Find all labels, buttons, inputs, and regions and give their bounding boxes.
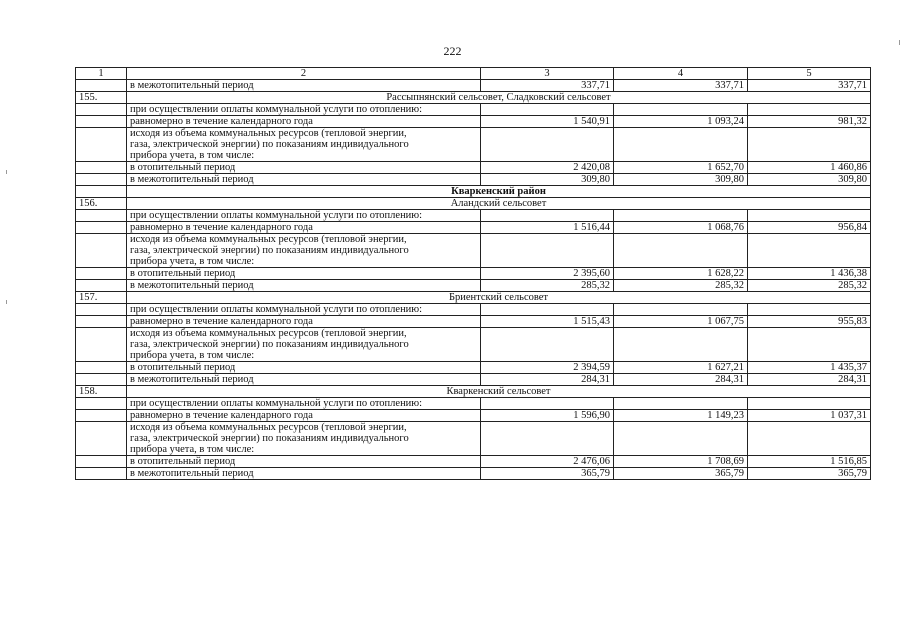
row-number-cell	[76, 222, 127, 234]
value-col-3	[481, 234, 614, 268]
section-number: 157.	[76, 292, 127, 304]
value-col-3: 365,79	[481, 468, 614, 480]
value-col-5	[748, 398, 871, 410]
row-label: равномерно в течение календарного года	[127, 222, 481, 234]
value-col-4	[614, 398, 748, 410]
table-row	[76, 304, 871, 316]
section-number: 156.	[76, 198, 127, 210]
value-col-5: 1 435,37	[748, 362, 871, 374]
value-col-4: 1 628,22	[614, 268, 748, 280]
row-label-multiline	[127, 328, 481, 362]
row-label-multiline	[127, 234, 481, 268]
section-title: Кваркенский сельсовет	[127, 386, 871, 398]
value-col-5: 1 037,31	[748, 410, 871, 422]
table-row	[76, 210, 871, 222]
right-margin-mark	[899, 40, 900, 45]
table-row	[76, 374, 871, 386]
row-label-line: прибора учета, в том числе:	[130, 150, 255, 161]
row-label-line: исходя из объема коммунальных ресурсов (тепловой энергии,	[130, 328, 407, 339]
row-label: в отопительный период	[127, 456, 481, 468]
row-label-line: исходя из объема коммунальных ресурсов (тепловой энергии,	[130, 422, 407, 433]
table-row	[76, 456, 871, 468]
table-row	[76, 328, 871, 362]
row-label-line: исходя из объема коммунальных ресурсов (тепловой энергии,	[130, 128, 407, 139]
value-col-4	[614, 422, 748, 456]
section-number: 158.	[76, 386, 127, 398]
section-number: 155.	[76, 92, 127, 104]
value-col-4: 284,31	[614, 374, 748, 386]
district-row	[76, 186, 871, 198]
row-label-line: газа, электрической энергии) по показаниям индивидуального	[130, 433, 409, 444]
row-number-cell	[76, 234, 127, 268]
row-label-multiline	[127, 422, 481, 456]
table-row	[76, 174, 871, 186]
table-row	[76, 410, 871, 422]
row-label: в межотопительный период	[127, 280, 481, 292]
row-label: при осуществлении оплаты коммунальной услуги по отоплению:	[127, 304, 481, 316]
value-col-5	[748, 304, 871, 316]
row-number-cell	[76, 80, 127, 92]
value-col-4: 365,79	[614, 468, 748, 480]
value-col-3: 1 516,44	[481, 222, 614, 234]
row-number-cell	[76, 422, 127, 456]
column-header-2: 2	[127, 68, 481, 80]
table-row	[76, 128, 871, 162]
tariff-table	[75, 67, 871, 480]
table-row	[76, 116, 871, 128]
value-col-4	[614, 104, 748, 116]
value-col-4: 1 627,21	[614, 362, 748, 374]
value-col-5: 1 516,85	[748, 456, 871, 468]
row-number-cell	[76, 456, 127, 468]
row-number-cell	[76, 362, 127, 374]
value-col-5: 956,84	[748, 222, 871, 234]
column-header-1: 1	[76, 68, 127, 80]
row-label: равномерно в течение календарного года	[127, 116, 481, 128]
row-number-cell	[76, 210, 127, 222]
value-col-3: 2 420,08	[481, 162, 614, 174]
table-row	[76, 222, 871, 234]
section-row	[76, 92, 871, 104]
value-col-4: 1 652,70	[614, 162, 748, 174]
table-body	[76, 68, 871, 480]
value-col-4	[614, 234, 748, 268]
value-col-4	[614, 210, 748, 222]
value-col-5: 365,79	[748, 468, 871, 480]
row-label: в отопительный период	[127, 268, 481, 280]
row-label-line: исходя из объема коммунальных ресурсов (тепловой энергии,	[130, 234, 407, 245]
row-label-multiline	[127, 128, 481, 162]
value-col-4	[614, 304, 748, 316]
row-label-line: прибора учета, в том числе:	[130, 350, 255, 361]
value-col-4: 1 093,24	[614, 116, 748, 128]
row-label-line: прибора учета, в том числе:	[130, 256, 255, 267]
row-number-cell	[76, 398, 127, 410]
value-col-3: 2 395,60	[481, 268, 614, 280]
column-header-4: 4	[614, 68, 748, 80]
row-number-cell	[76, 304, 127, 316]
section-title: Рассыпнянский сельсовет, Сладковский сельсовет	[127, 92, 871, 104]
value-col-5	[748, 422, 871, 456]
value-col-4: 1 708,69	[614, 456, 748, 468]
value-col-5: 284,31	[748, 374, 871, 386]
section-title: Аландский сельсовет	[127, 198, 871, 210]
value-col-5: 337,71	[748, 80, 871, 92]
row-label: при осуществлении оплаты коммунальной услуги по отоплению:	[127, 398, 481, 410]
row-label-line: газа, электрической энергии) по показаниям индивидуального	[130, 339, 409, 350]
value-col-5: 285,32	[748, 280, 871, 292]
row-number-cell	[76, 468, 127, 480]
value-col-3	[481, 304, 614, 316]
row-number-cell	[76, 268, 127, 280]
value-col-4: 1 149,23	[614, 410, 748, 422]
row-label: в межотопительный период	[127, 468, 481, 480]
table-row	[76, 362, 871, 374]
table-row	[76, 80, 871, 92]
value-col-4	[614, 328, 748, 362]
table-row	[76, 104, 871, 116]
value-col-3	[481, 398, 614, 410]
row-number-cell	[76, 328, 127, 362]
value-col-5: 955,83	[748, 316, 871, 328]
row-label: в межотопительный период	[127, 174, 481, 186]
value-col-4: 1 067,75	[614, 316, 748, 328]
page-number: 222	[443, 44, 462, 58]
column-header-3: 3	[481, 68, 614, 80]
row-label: в межотопительный период	[127, 374, 481, 386]
value-col-4: 1 068,76	[614, 222, 748, 234]
row-label-line: прибора учета, в том числе:	[130, 444, 255, 455]
row-number-cell	[76, 128, 127, 162]
value-col-4: 285,32	[614, 280, 748, 292]
value-col-3: 1 540,91	[481, 116, 614, 128]
value-col-3: 284,31	[481, 374, 614, 386]
value-col-4	[614, 128, 748, 162]
value-col-5: 309,80	[748, 174, 871, 186]
section-row	[76, 386, 871, 398]
value-col-4: 337,71	[614, 80, 748, 92]
table-row	[76, 268, 871, 280]
row-label-line: газа, электрической энергии) по показаниям индивидуального	[130, 139, 409, 150]
row-label: в отопительный период	[127, 162, 481, 174]
row-label: равномерно в течение календарного года	[127, 410, 481, 422]
row-number-cell	[76, 174, 127, 186]
district-title: Кваркенский район	[127, 186, 871, 198]
value-col-3	[481, 104, 614, 116]
row-label: при осуществлении оплаты коммунальной услуги по отоплению:	[127, 104, 481, 116]
row-number-cell	[76, 186, 127, 198]
value-col-3	[481, 328, 614, 362]
value-col-3: 1 515,43	[481, 316, 614, 328]
table-row	[76, 280, 871, 292]
value-col-3: 1 596,90	[481, 410, 614, 422]
value-col-3: 337,71	[481, 80, 614, 92]
value-col-3: 285,32	[481, 280, 614, 292]
row-number-cell	[76, 374, 127, 386]
table-row	[76, 316, 871, 328]
value-col-5	[748, 104, 871, 116]
value-col-5	[748, 210, 871, 222]
value-col-5: 1 436,38	[748, 268, 871, 280]
value-col-3: 309,80	[481, 174, 614, 186]
value-col-5: 1 460,86	[748, 162, 871, 174]
row-number-cell	[76, 116, 127, 128]
row-number-cell	[76, 104, 127, 116]
row-label: в отопительный период	[127, 362, 481, 374]
column-header-5: 5	[748, 68, 871, 80]
value-col-3: 2 394,59	[481, 362, 614, 374]
value-col-5	[748, 128, 871, 162]
value-col-3: 2 476,06	[481, 456, 614, 468]
table-row	[76, 468, 871, 480]
value-col-3	[481, 422, 614, 456]
row-label: при осуществлении оплаты коммунальной услуги по отоплению:	[127, 210, 481, 222]
row-number-cell	[76, 410, 127, 422]
value-col-5: 981,32	[748, 116, 871, 128]
section-row	[76, 198, 871, 210]
row-number-cell	[76, 280, 127, 292]
table-row	[76, 422, 871, 456]
value-col-5	[748, 328, 871, 362]
value-col-3	[481, 210, 614, 222]
column-number-row	[76, 68, 871, 80]
row-number-cell	[76, 316, 127, 328]
row-label: равномерно в течение календарного года	[127, 316, 481, 328]
left-margin-mark	[6, 170, 7, 174]
section-title: Бриентский сельсовет	[127, 292, 871, 304]
row-label-line: газа, электрической энергии) по показаниям индивидуального	[130, 245, 409, 256]
left-margin-mark	[6, 300, 7, 304]
section-row	[76, 292, 871, 304]
row-number-cell	[76, 162, 127, 174]
value-col-5	[748, 234, 871, 268]
row-label: в межотопительный период	[127, 80, 481, 92]
value-col-3	[481, 128, 614, 162]
table-row	[76, 234, 871, 268]
table-row	[76, 162, 871, 174]
value-col-4: 309,80	[614, 174, 748, 186]
table-row	[76, 398, 871, 410]
